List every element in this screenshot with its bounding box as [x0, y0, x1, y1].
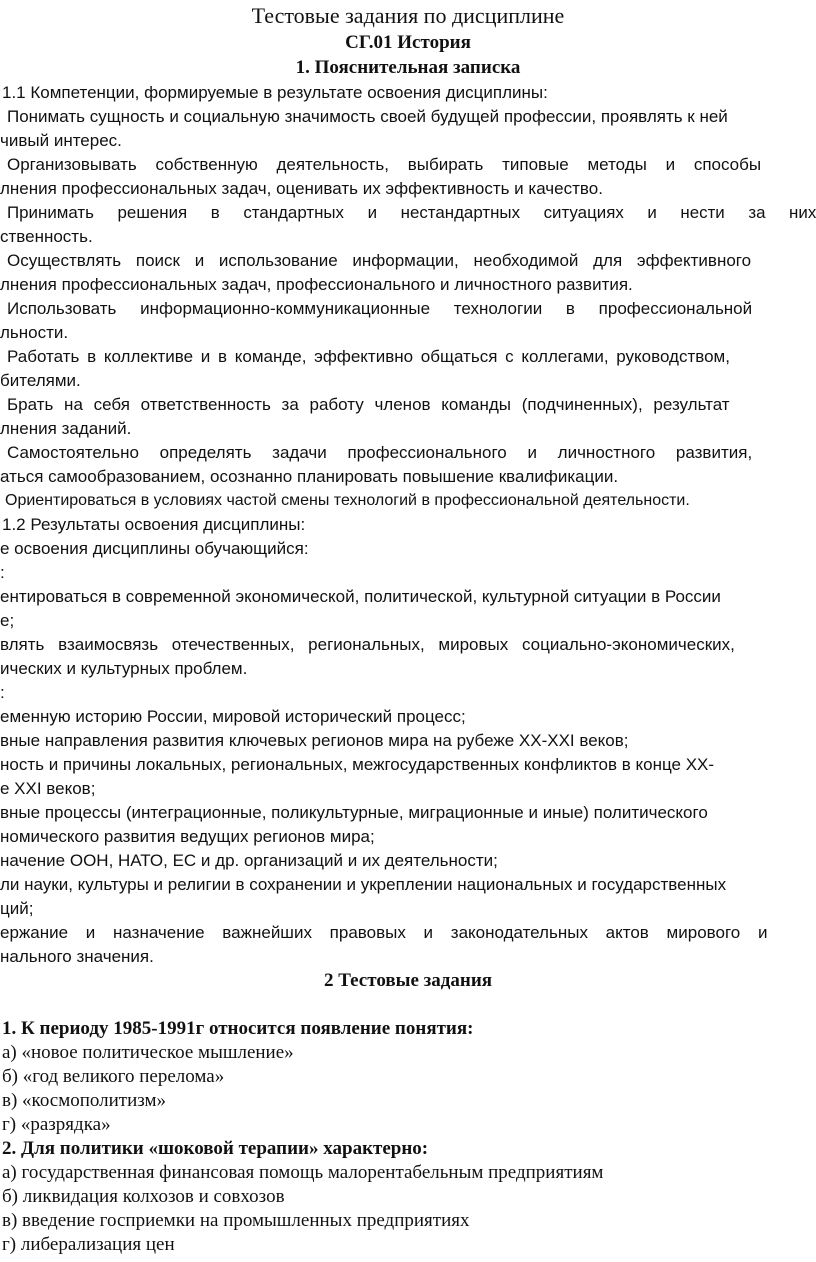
competency-line: льности. — [0, 323, 69, 342]
competency-line: лнения профессиональных задач, оценивать их эффективность и качество. — [0, 179, 603, 198]
question-1-option-b: б) «год великого перелома» — [2, 1066, 225, 1087]
competency-line: Самостоятельно определять задачи профессионального и личностного развития, — [7, 443, 753, 462]
knowledge-line: ержание и назначение важнейших правовых и законодательных актов мирового и — [0, 923, 768, 942]
competency-line: Брать на себя ответственность за работу членов команды (подчиненных), результат — [7, 395, 730, 414]
competency-line: Использовать информационно-коммуникационные технологии в профессиональной — [7, 299, 753, 318]
knowledge-line: вные направления развития ключевых регионов мира на рубеже XX-XXI веков; — [0, 731, 629, 750]
knowledge-label: : — [0, 683, 5, 702]
skill-line: влять взаимосвязь отечественных, региональных, мировых социально-экономических, — [0, 635, 735, 654]
question-2-option-d: г) либерализация цен — [2, 1234, 175, 1255]
competencies-heading: 1.1 Компетенции, формируемые в результате освоения дисциплины: — [2, 83, 548, 102]
skill-line: ентироваться в современной экономической, политической, культурной ситуации в России — [0, 587, 721, 606]
section-1-title: 1. Пояснительная записка — [295, 57, 521, 78]
knowledge-line: ность и причины локальных, региональных, межгосударственных конфликтов в конце XX- — [0, 755, 715, 774]
question-1-option-d: г) «разрядка» — [2, 1114, 111, 1135]
question-2-option-b: б) ликвидация колхозов и совхозов — [2, 1186, 285, 1207]
knowledge-line: номического развития ведущих регионов мира; — [0, 827, 375, 846]
results-intro: е освоения дисциплины обучающийся: — [0, 539, 309, 558]
skill-line: е; — [0, 611, 15, 630]
document-title: Тестовые задания по дисциплине — [251, 3, 565, 28]
knowledge-line: нального значения. — [0, 947, 154, 966]
competency-line: Организовывать собственную деятельность, выбирать типовые методы и способы — [7, 155, 762, 174]
competency-line: чивый интерес. — [0, 131, 122, 150]
competency-line: лнения заданий. — [0, 419, 132, 438]
question-2-text: 2. Для политики «шоковой терапии» характерно: — [2, 1138, 429, 1159]
competency-line: Ориентироваться в условиях частой смены технологий в профессиональной деятельности. — [5, 492, 690, 509]
competency-line: Принимать решения в стандартных и нестандартных ситуациях и нести за них — [7, 203, 816, 222]
competency-line: Осуществлять поиск и использование информации, необходимой для эффективного — [7, 251, 752, 270]
knowledge-line: еменную историю России, мировой исторический процесс; — [0, 707, 466, 726]
competency-line: бителями. — [0, 371, 81, 390]
knowledge-line: начение ООН, НАТО, ЕС и др. организаций и их деятельности; — [0, 851, 498, 870]
question-1-option-c: в) «космополитизм» — [2, 1090, 167, 1111]
question-2-option-a: а) государственная финансовая помощь малорентабельным предприятиям — [2, 1162, 604, 1183]
question-1-option-a: а) «новое политическое мышление» — [2, 1042, 294, 1063]
knowledge-line: вные процессы (интеграционные, поликультурные, миграционные и иные) политического — [0, 803, 708, 822]
question-1-text: 1. К периоду 1985-1991г относится появление понятия: — [2, 1018, 474, 1039]
results-heading: 1.2 Результаты освоения дисциплины: — [2, 515, 306, 534]
skills-label: : — [0, 563, 5, 582]
competency-line: лнения профессиональных задач, профессионального и личностного развития. — [0, 275, 633, 294]
competency-line: аться самообразованием, осознанно планировать повышение квалификации. — [0, 467, 619, 486]
competency-line: Понимать сущность и социальную значимость своей будущей профессии, проявлять к ней — [7, 107, 728, 126]
section-2-title: 2 Тестовые задания — [323, 970, 493, 991]
competency-line: Работать в коллективе и в команде, эффективно общаться с коллегами, руководством, — [7, 347, 730, 366]
document-subtitle: СГ.01 История — [345, 32, 471, 53]
competency-line: ственность. — [0, 227, 93, 246]
skill-line: ических и культурных проблем. — [0, 659, 248, 678]
knowledge-line: ций; — [0, 899, 34, 918]
question-2-option-c: в) введение госприемки на промышленных предприятиях — [2, 1210, 470, 1231]
knowledge-line: е XXI веков; — [0, 779, 96, 798]
knowledge-line: ли науки, культуры и религии в сохранении и укреплении национальных и государственных — [0, 875, 727, 894]
